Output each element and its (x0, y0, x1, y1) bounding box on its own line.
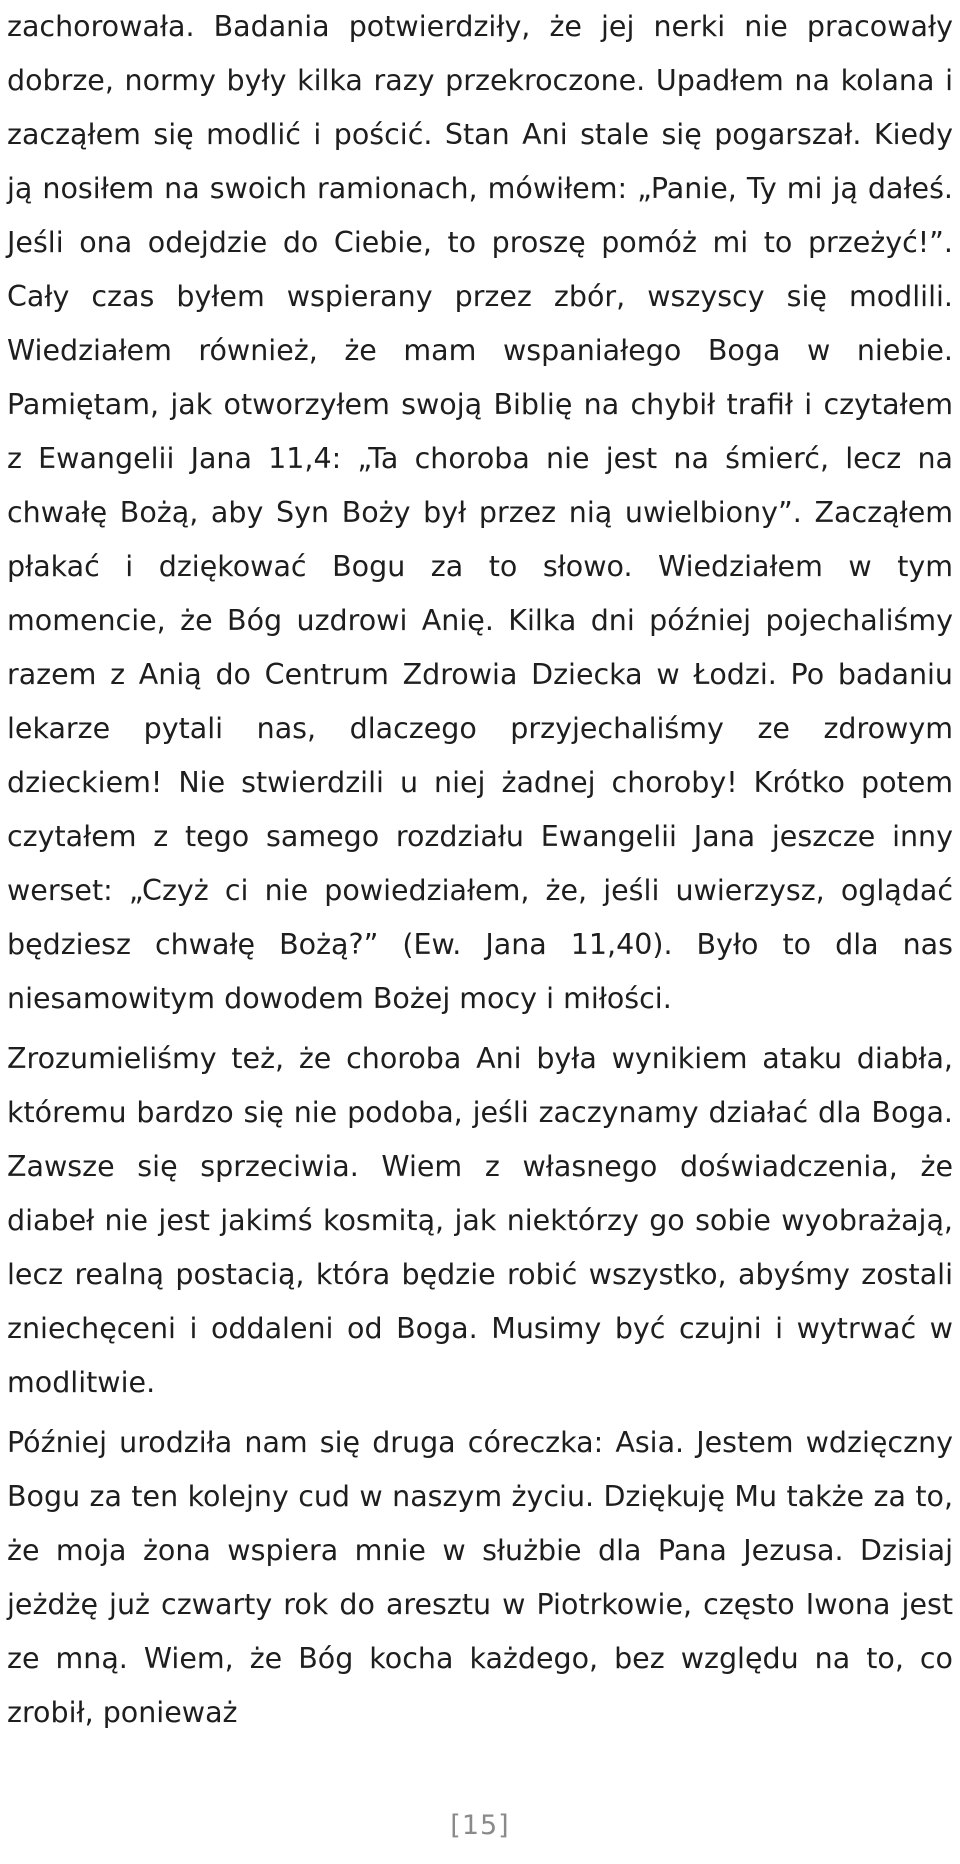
page-number: [15] (450, 1810, 510, 1841)
paragraph-2: Zrozumieliśmy też, że choroba Ani była wynikiem ataku diabła, któremu bardzo się nie podoba, jeśli zaczynamy działać dla Boga. Zawsze się sprzeciwia. Wiem z własnego doświadczenia, że diabeł nie jest jakimś kosmitą, jak niektórzy go sobie wyobrażają, lecz realną postacią, która będzie robić wszystko, abyśmy zostali zniechęceni i oddaleni od Boga. Musimy być czujni i wytrwać w modlitwie. (7, 1042, 953, 1399)
paragraph-1: zachorowała. Badania potwierdziły, że jej nerki nie pracowały dobrze, normy były kilka razy przekroczone. Upadłem na kolana i zacząłem się modlić i pościć. Stan Ani stale się pogarszał. Kiedy ją nosiłem na swoich ramionach, mówiłem: „Panie, Ty mi ją dałeś. Jeśli ona odejdzie do Ciebie, to proszę pomóż mi to przeżyć!”. Cały czas byłem wspierany przez zbór, wszyscy się modlili. Wiedziałem również, że mam wspaniałego Boga w niebie. Pamiętam, jak otworzyłem swoją Biblię na chybił trafił i czytałem z Ewangelii Jana 11,4: „Ta choroba nie jest na śmierć, lecz na chwałę Bożą, aby Syn Boży był przez nią uwielbiony”. Zacząłem płakać i dziękować Bogu za to słowo. Wiedziałem w tym momencie, że Bóg uzdrowi Anię. Kilka dni później pojechaliśmy razem z Anią do Centrum Zdrowia Dziecka w Łodzi. Po badaniu lekarze pytali nas, dlaczego przyjechaliśmy ze zdrowym dzieckiem! Nie stwierdzili u niej żadnej choroby! Krótko potem czytałem z tego samego rozdziału Ewangelii Jana jeszcze inny werset: „Czyż ci nie powiedziałem, że, jeśli uwierzysz, oglądać będziesz chwałę Bożą?” (Ew. Jana 11,40). Było to dla nas niesamowitym dowodem Bożej mocy i miłości. (7, 10, 953, 1015)
body-text (7, 0, 953, 1740)
paragraph-3: Później urodziła nam się druga córeczka: Asia. Jestem wdzięczny Bogu za ten kolejny cud w naszym życiu. Dziękuję Mu także za to, że moja żona wspiera mnie w służbie dla Pana Jezusa. Dzisiaj jeżdżę już czwarty rok do aresztu w Piotrkowie, często Iwona jest ze mną. Wiem, że Bóg kocha każdego, bez względu na to, co zrobił, ponieważ (7, 1426, 953, 1729)
